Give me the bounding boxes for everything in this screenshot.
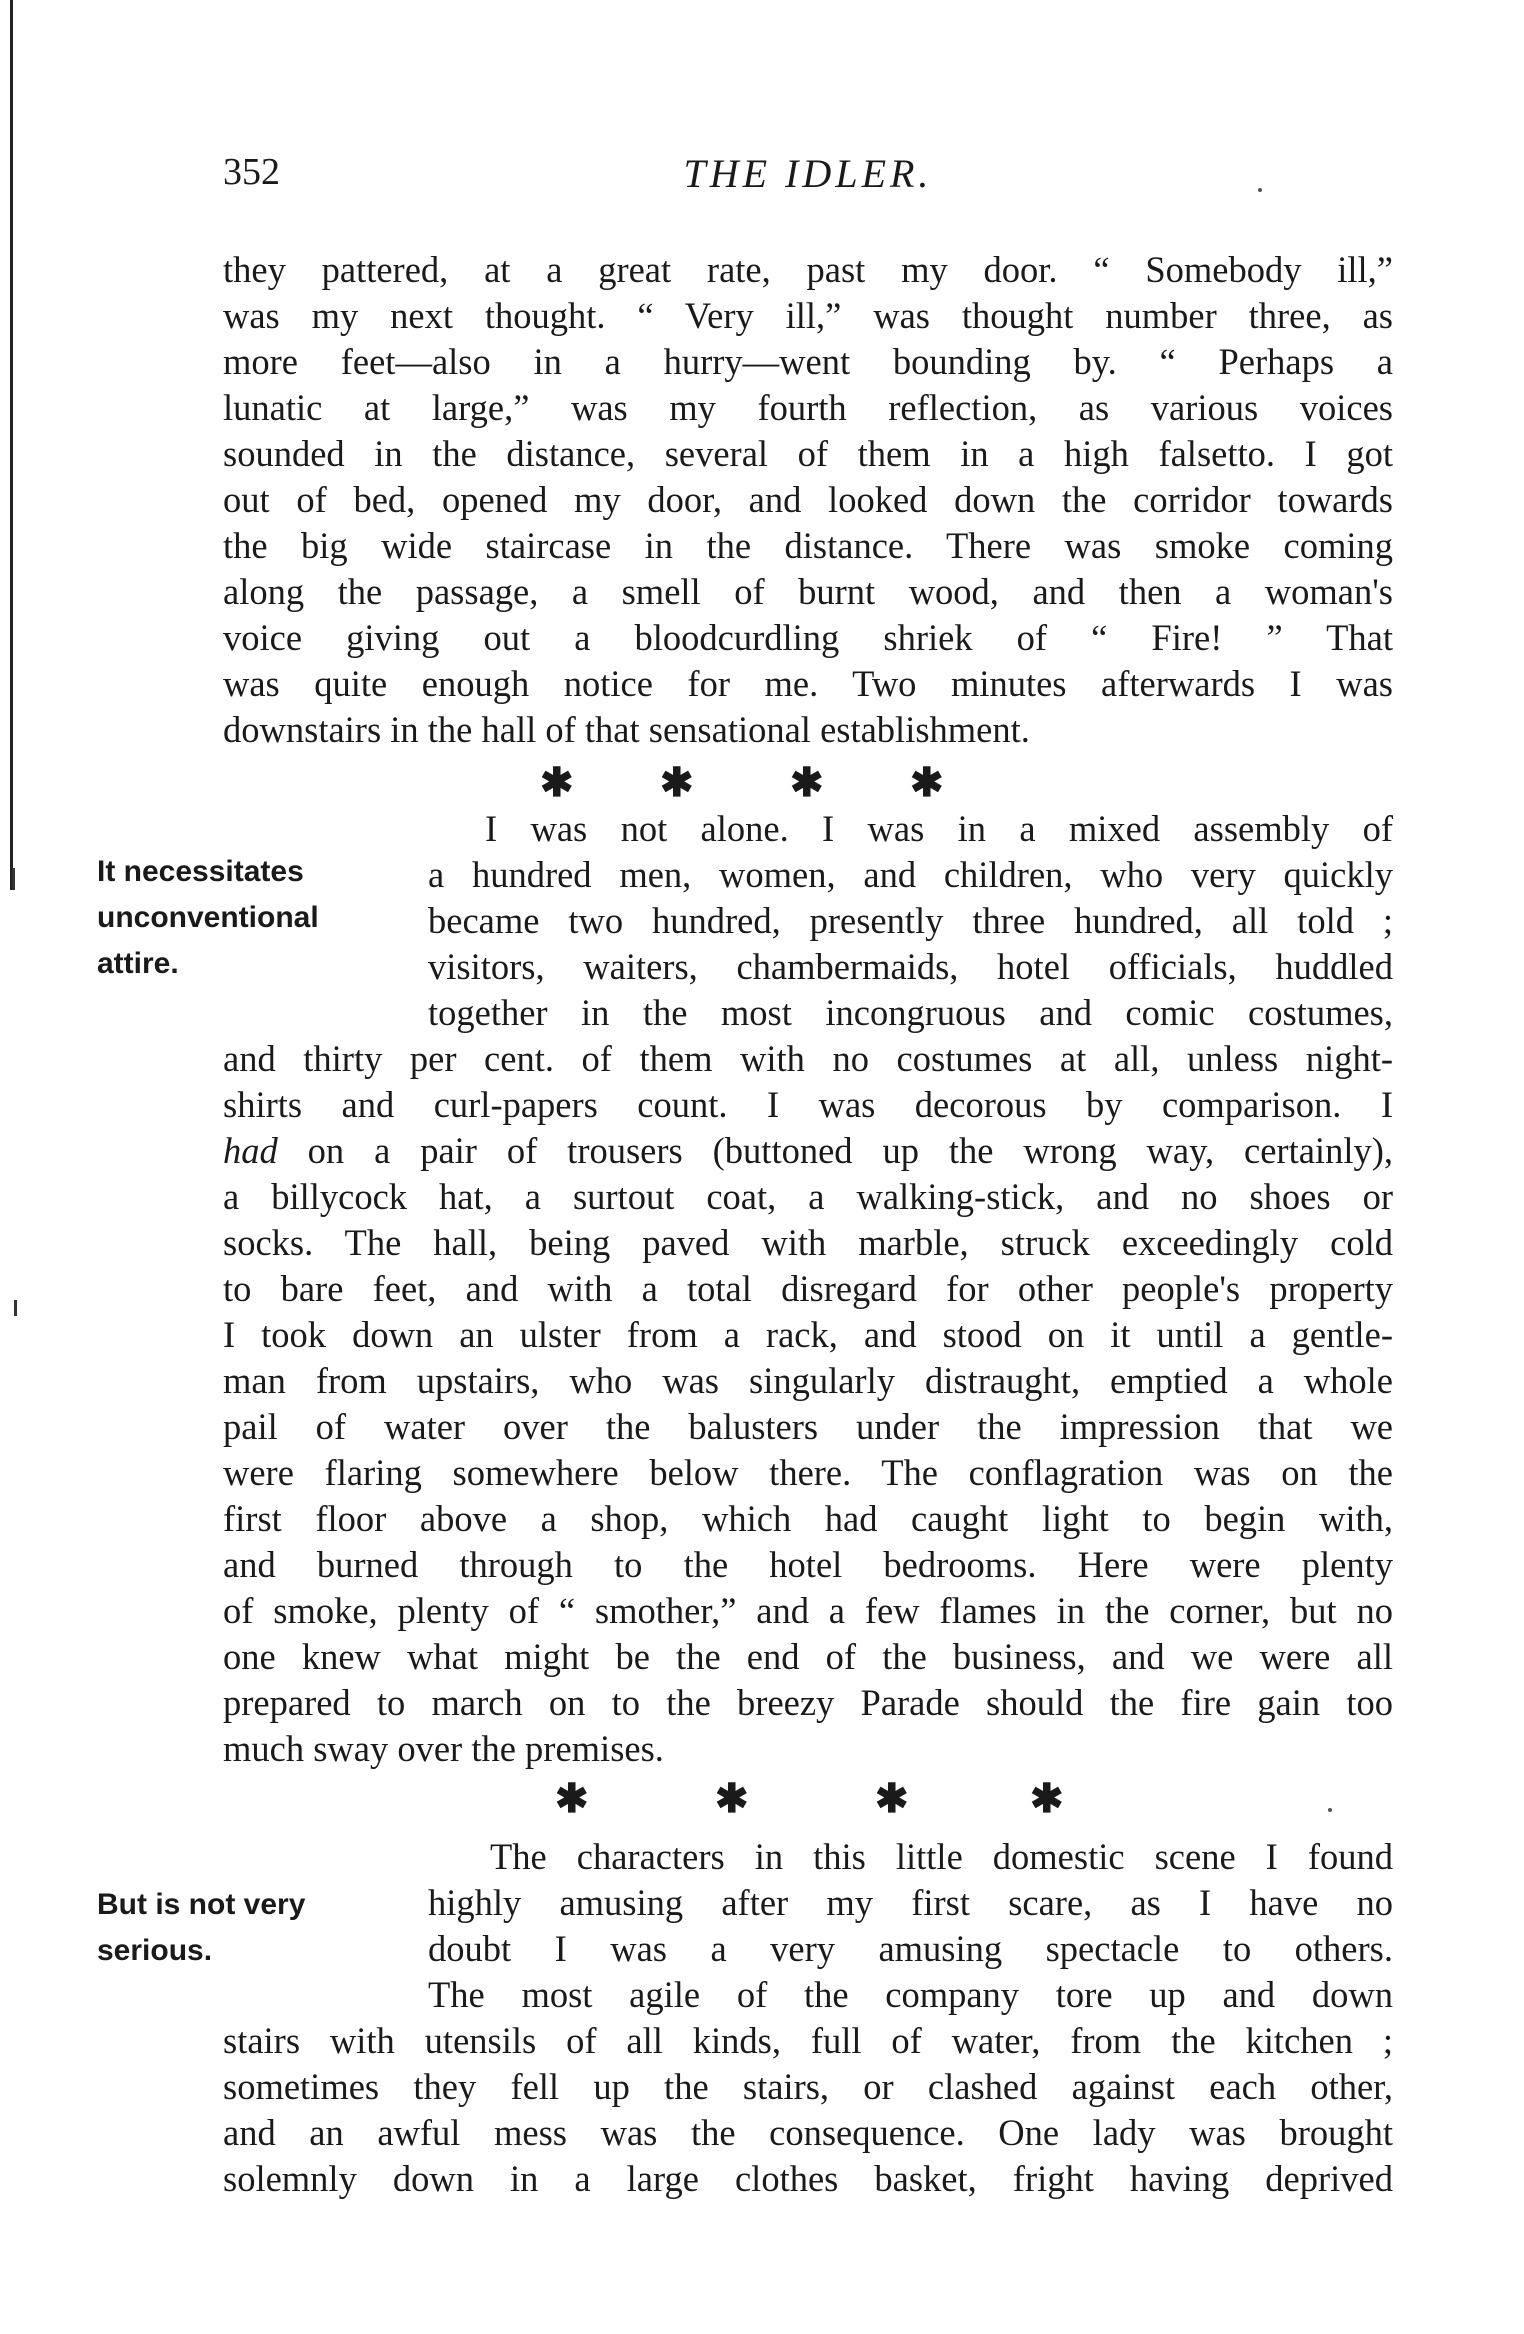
text-line: The characters in this little domestic scene I found [490,1836,1393,1877]
text-line: voice giving out a bloodcurdling shriek of “ Fire! ” That [223,617,1393,658]
text-line: highly amusing after my first scare, as I have no [428,1882,1393,1923]
text-line: The most agile of the company tore up and down [428,1974,1393,2015]
print-speck [1328,1808,1332,1812]
text-line: man from upstairs, who was singularly distraught, emptied a whole [223,1360,1393,1401]
text-line: visitors, waiters, chambermaids, hotel officials, huddled [428,946,1393,987]
text-line: they pattered, at a great rate, past my door. “ Somebody ill,” [223,249,1393,290]
text-line: of smoke, plenty of “ smother,” and a few flames in the corner, but no [223,1590,1393,1631]
text-line: and burned through to the hotel bedrooms. Here were plenty [223,1544,1393,1585]
text-line: lunatic at large,” was my fourth reflection, as various voices [223,387,1393,428]
separator-star-icon: ✱ [555,1776,589,1821]
separator-star-icon: ✱ [660,760,694,805]
page-edge-line [10,0,13,890]
text-line: along the passage, a smell of burnt wood, and then a woman's [223,571,1393,612]
text-line: sometimes they fell up the stairs, or clashed against each other, [223,2066,1393,2107]
separator-star-icon: ✱ [540,760,574,805]
section-separator [500,1776,1100,1822]
separator-star-icon: ✱ [715,1776,749,1821]
text-line: socks. The hall, being paved with marble, struck exceedingly cold [223,1222,1393,1263]
edge-mark [14,1300,17,1316]
text-line: stairs with utensils of all kinds, full of water, from the kitchen ; [223,2020,1393,2061]
separator-star-icon: ✱ [910,760,944,805]
text-line: had on a pair of trousers (buttoned up the wrong way, certainly), [223,1130,1393,1171]
text-line: a billycock hat, a surtout coat, a walking-stick, and no shoes or [223,1176,1393,1217]
text-line: first floor above a shop, which had caught light to begin with, [223,1498,1393,1539]
page-header [223,150,1393,198]
text-line: solemnly down in a large clothes basket, fright having deprived [223,2158,1393,2199]
text-line: one knew what might be the end of the business, and we were all [223,1636,1393,1677]
text-line: I was not alone. I was in a mixed assembly of [485,808,1393,849]
text-line: prepared to march on to the breezy Parade should the fire gain too [223,1682,1393,1723]
text-line: doubt I was a very amusing spectacle to others. [428,1928,1393,1969]
text-line: to bare feet, and with a total disregard for other people's property [223,1268,1393,1309]
text-line: was quite enough notice for me. Two minutes afterwards I was [223,663,1393,704]
margin-note: But is not very [97,1888,306,1921]
edge-mark [12,868,15,890]
separator-star-icon: ✱ [1030,1776,1064,1821]
margin-note: It necessitates [97,855,304,888]
text-line: downstairs in the hall of that sensational establishment. [223,709,1030,750]
page-number: 352 [223,151,280,193]
text-line: the big wide staircase in the distance. There was smoke coming [223,525,1393,566]
margin-note: serious. [97,1934,213,1967]
text-line: became two hundred, presently three hundred, all told ; [428,900,1393,941]
text-line: and an awful mess was the consequence. One lady was brought [223,2112,1393,2153]
text-line: a hundred men, women, and children, who very quickly [428,854,1393,895]
margin-note: attire. [97,947,179,980]
text-line: were flaring somewhere below there. The conflagration was on the [223,1452,1393,1493]
running-title: THE IDLER. [683,151,933,196]
text-line: I took down an ulster from a rack, and stood on it until a gentle- [223,1314,1393,1355]
text-line: was my next thought. “ Very ill,” was thought number three, as [223,295,1393,336]
text-line: together in the most incongruous and comic costumes, [428,992,1393,1033]
separator-star-icon: ✱ [790,760,824,805]
separator-star-icon: ✱ [875,1776,909,1821]
text-line: more feet—also in a hurry—went bounding by. “ Perhaps a [223,341,1393,382]
margin-note: unconventional [97,901,319,934]
text-line: and thirty per cent. of them with no costumes at all, unless night- [223,1038,1393,1079]
section-separator [500,760,1100,806]
text-line: out of bed, opened my door, and looked down the corridor towards [223,479,1393,520]
text-line: pail of water over the balusters under the impression that we [223,1406,1393,1447]
text-line: shirts and curl-papers count. I was decorous by comparison. I [223,1084,1393,1125]
text-line: sounded in the distance, several of them in a high falsetto. I got [223,433,1393,474]
text-line: much sway over the premises. [223,1728,664,1769]
